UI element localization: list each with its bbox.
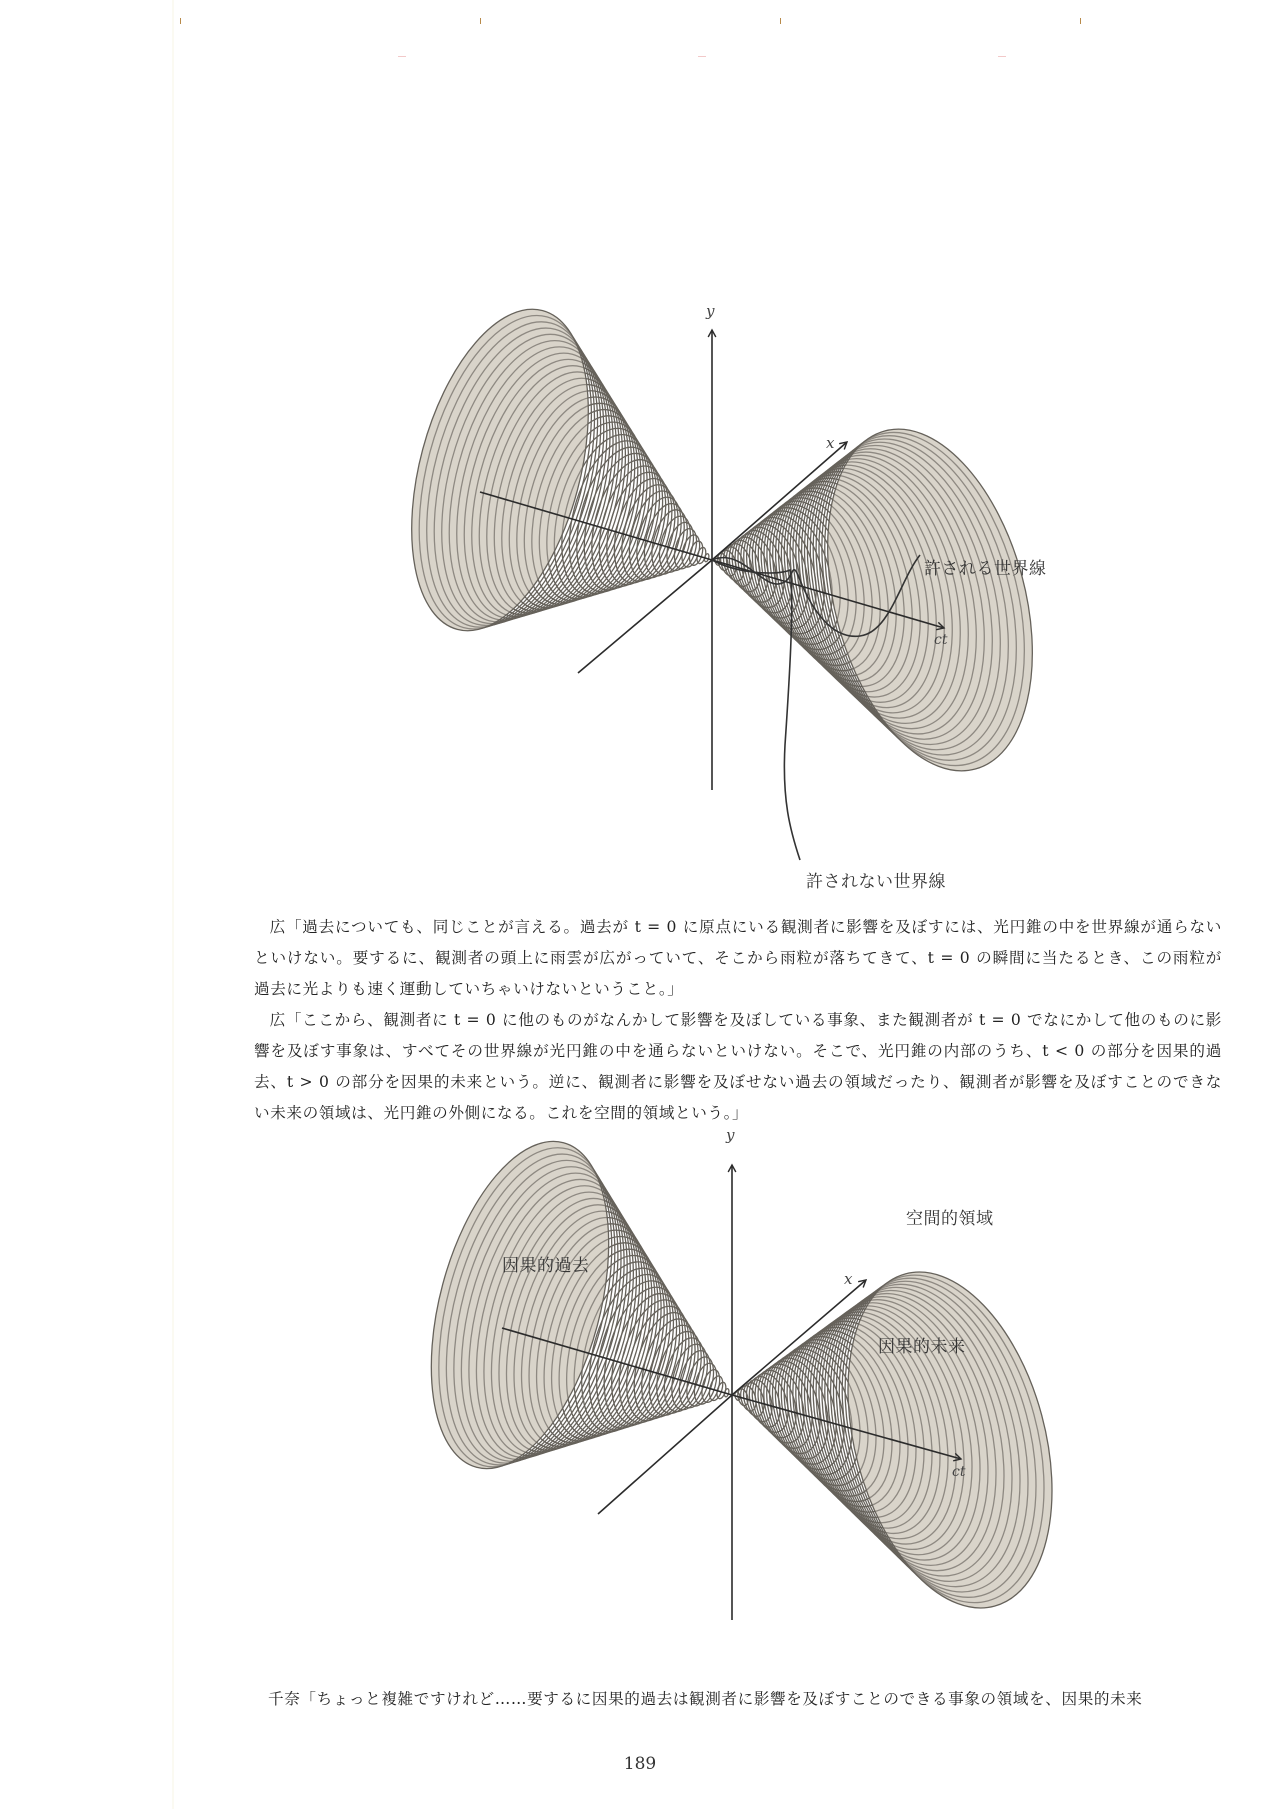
allowed-worldline-label: 許される世界線 xyxy=(924,559,1047,579)
past-cone xyxy=(399,1130,732,1488)
light-cone-diagram xyxy=(0,0,1280,900)
light-cone-figure-regions xyxy=(0,1126,1280,1670)
light-cone-figure-worldlines xyxy=(0,0,1280,900)
paragraph: 広「ここから、観測者に t = 0 に他のものがなんかして影響を及ぼしている事象、また観測者が t = 0 でなにかして他のものに影響を及ぼす事象は、すべてその世界線が光円錐の中を通らないといけない。そこで、光円錐の内部のうち、t < 0 の部分を因果的過去、t > 0 の部分を因果的未来という。逆に、観測者に影響を及ぼせない過去の領域だったり、観測者が影響を及ぼすことのできない未来の領域は、光円錐の外側になる。これを空間的領域という。」 xyxy=(254,1011,1222,1122)
paragraph: 千奈「ちょっと複雑ですけれど……要するに因果的過去は観測者に影響を及ぼすことのできる事象の領域を、因果的未来 xyxy=(268,1690,1143,1708)
x-axis-label: x xyxy=(826,434,835,452)
future-cone xyxy=(732,1249,1086,1630)
causal-future-label: 因果的未来 xyxy=(878,1337,966,1357)
page-number: 189 xyxy=(623,1754,657,1774)
ct-axis-label: ct xyxy=(952,1464,966,1480)
past-cone xyxy=(380,290,715,650)
forbidden-worldline-label: 許されない世界線 xyxy=(806,872,946,892)
ct-axis-label: ct xyxy=(934,632,948,648)
body-text-block-2 xyxy=(268,1684,1228,1715)
spacelike-region-label: 空間的領域 xyxy=(906,1209,994,1229)
y-axis-label: y xyxy=(726,1126,735,1144)
body-text-block-1 xyxy=(254,912,1222,1129)
x-axis-label: x xyxy=(844,1270,853,1288)
y-axis-label: y xyxy=(706,302,715,320)
future-cone xyxy=(712,406,1067,793)
light-cone-diagram xyxy=(0,1130,1280,1670)
paragraph: 広「過去についても、同じことが言える。過去が t = 0 に原点にいる観測者に影響を及ぼすには、光円錐の中を世界線が通らないといけない。要するに、観測者の頭上に雨雲が広がっていて、そこから雨粒が落ちてきて、t = 0 の瞬間に当たるとき、この雨粒が過去に光よりも速く運動していちゃいけないということ。」 xyxy=(254,918,1222,998)
causal-past-label: 因果的過去 xyxy=(502,1256,590,1276)
